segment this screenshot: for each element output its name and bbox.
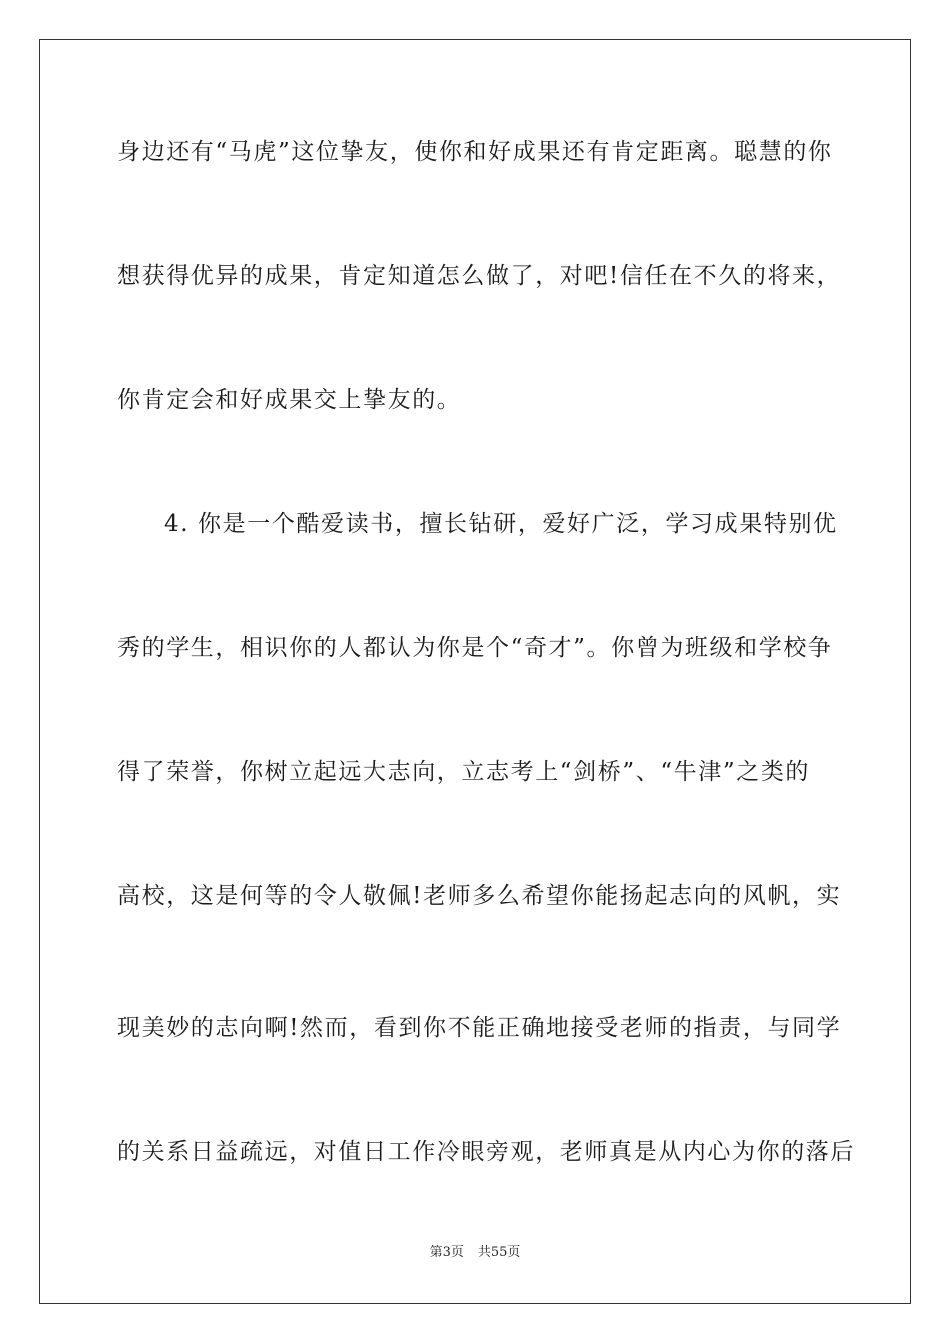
body-text-line: 现美妙的志向啊!然而，看到你不能正确地接受老师的指责，与同学 bbox=[117, 1015, 842, 1041]
page-number: 第3页 bbox=[429, 1245, 464, 1260]
body-text-line: 秀的学生，相识你的人都认为你是个“奇才”。你曾为班级和学校争 bbox=[117, 635, 833, 661]
body-text-line: 4. 你是一个酷爱读书，擅长钻研，爱好广泛，学习成果特别优 bbox=[164, 511, 838, 537]
body-text-line: 高校，这是何等的令人敬佩!老师多么希望你能扬起志向的风帆，实 bbox=[117, 883, 842, 909]
body-text-line: 得了荣誉，你树立起远大志向，立志考上“剑桥”、“牛津”之类的 bbox=[117, 759, 811, 785]
body-text-line: 你肯定会和好成果交上挚友的。 bbox=[117, 387, 462, 413]
body-text-line: 身边还有“马虎”这位挚友，使你和好成果还有肯定距离。聪慧的你 bbox=[117, 139, 833, 165]
page-footer bbox=[0, 1244, 950, 1262]
page-border bbox=[39, 39, 911, 1304]
total-pages: 共55页 bbox=[477, 1245, 521, 1260]
body-text-line: 的关系日益疏远，对值日工作冷眼旁观，老师真是从内心为你的落后 bbox=[117, 1139, 855, 1165]
body-text-line: 想获得优异的成果，肯定知道怎么做了，对吧!信任在不久的将来， bbox=[117, 263, 842, 289]
